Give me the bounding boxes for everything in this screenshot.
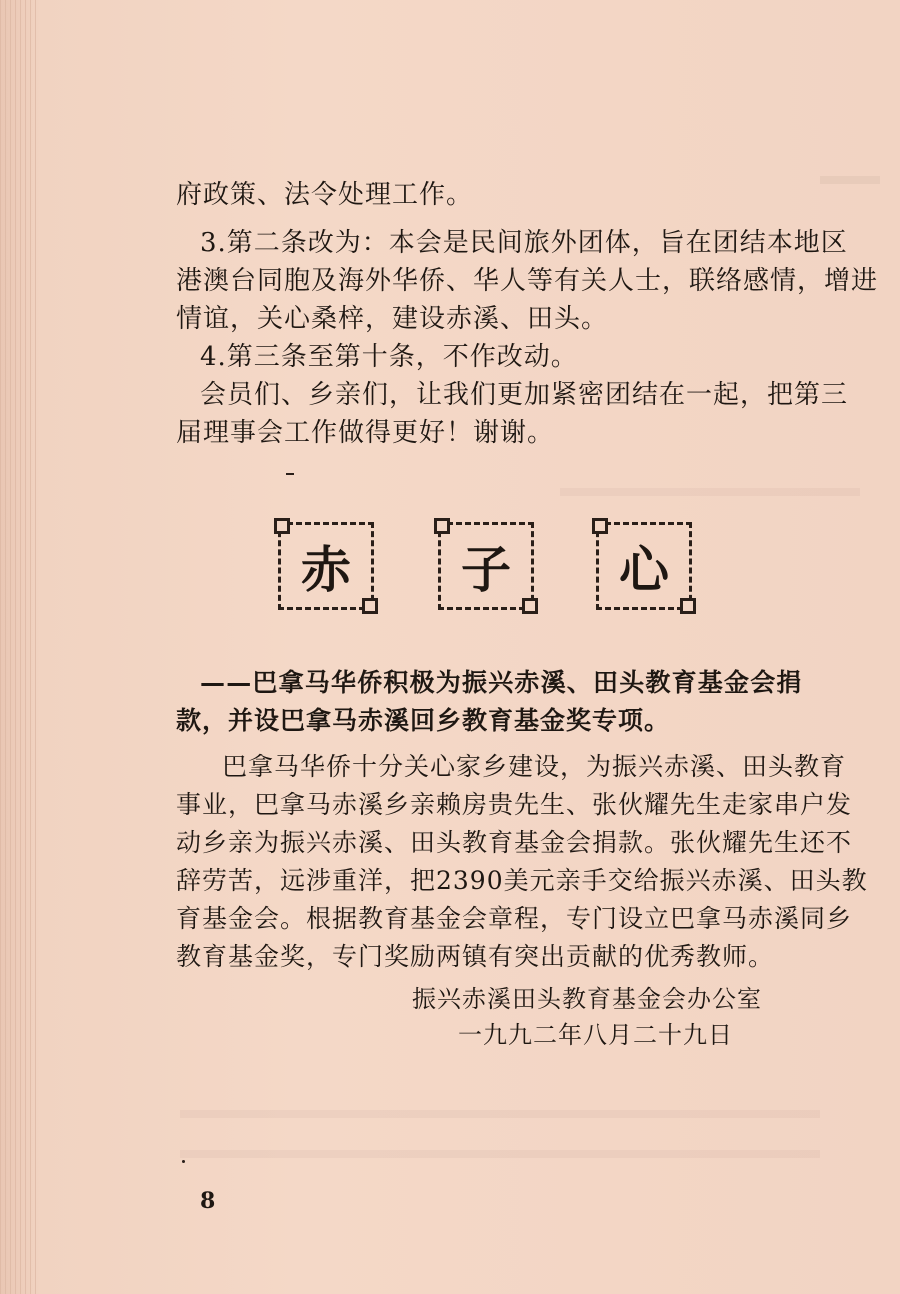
heading-char-2: 子 [438, 522, 534, 610]
date: 一九九二年八月二十九日 [458, 1021, 733, 1049]
article-heading [278, 522, 698, 614]
subtitle-line-2: 款，并设巴拿马赤溪回乡教育基金奖专项。 [176, 706, 671, 735]
article-line-2: 事业，巴拿马赤溪乡亲赖房贵先生、张伙耀先生走家串户发 [176, 790, 853, 819]
stray-mark [286, 473, 294, 475]
stray-mark-2 [182, 1160, 185, 1163]
page-number: 8 [200, 1188, 216, 1214]
article-line-6: 教育基金奖，专门奖励两镇有突出贡献的优秀教师。 [176, 942, 775, 971]
article-line-5: 育基金会。根据教育基金会章程，专门设立巴拿马赤溪同乡 [176, 904, 853, 933]
article-line-3: 动乡亲为振兴赤溪、田头教育基金会捐款。张伙耀先生还不 [176, 828, 853, 857]
signature: 振兴赤溪田头教育基金会办公室 [412, 985, 762, 1013]
text-line-3: 港澳台同胞及海外华侨、华人等有关人士，联络感情，增进 [176, 266, 879, 296]
text-line-1: 府政策、法令处理工作。 [176, 180, 474, 210]
heading-char-1: 赤 [278, 522, 374, 610]
subtitle-line-1: ——巴拿马华侨积极为振兴赤溪、田头教育基金会捐 [200, 668, 803, 697]
article-line-4: 辞劳苦，远涉重洋，把2390美元亲手交给振兴赤溪、田头教 [176, 866, 868, 895]
text-line-7: 届理事会工作做得更好！谢谢。 [176, 418, 555, 448]
text-line-5: 4.第三条至第十条，不作改动。 [200, 342, 578, 372]
text-line-4: 情谊，关心桑梓，建设赤溪、田头。 [176, 304, 609, 334]
text-line-2: 3.第二条改为：本会是民间旅外团体，旨在团结本地区 [200, 228, 848, 258]
heading-char-3: 心 [596, 522, 692, 610]
article-line-1: 巴拿马华侨十分关心家乡建设，为振兴赤溪、田头教育 [222, 752, 847, 781]
text-line-6: 会员们、乡亲们，让我们更加紧密团结在一起，把第三 [200, 380, 849, 410]
